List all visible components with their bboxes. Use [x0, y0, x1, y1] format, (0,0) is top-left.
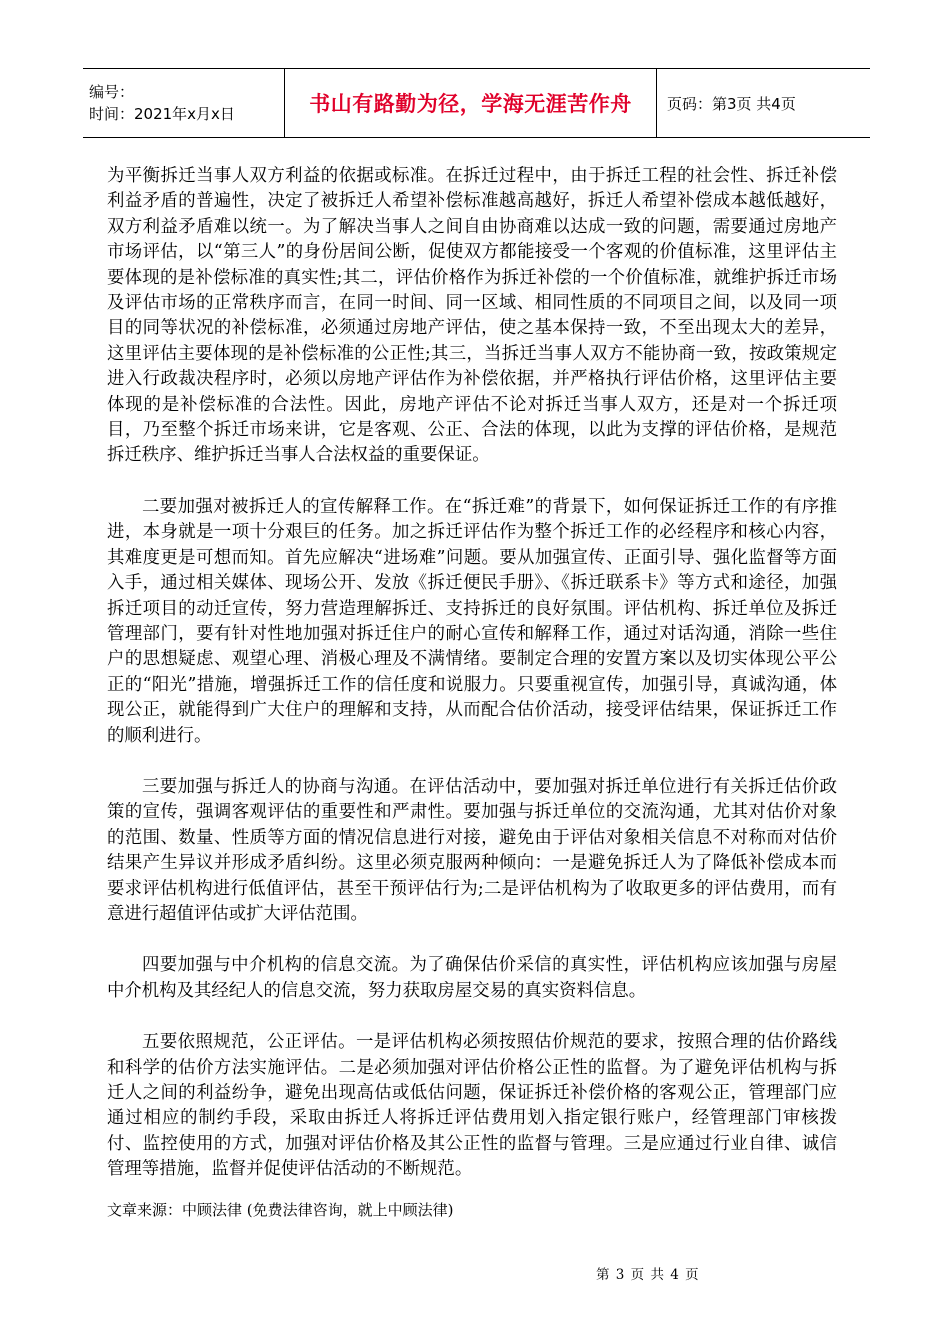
- header-page-cell: [657, 69, 870, 137]
- paragraph-5: 五要依照规范，公正评估。一是评估机构必须按照估价规范的要求，按照合理的估价路线和科学的估价方法实施评估。二是必须加强对评估价格公正性的监督。为了避免评估机构与拆迁人之间的利益纷争，避免出现高估或低估问题，保证拆迁补偿价格的客观公正，管理部门应通过相应的制约手段，采取由拆迁人将拆迁评估费用划入指定银行账户，经管理部门审核拨付、监控使用的方式，加强对评估价格及其公正性的监督与管理。三是应通过行业自律、诚信管理等措施，监督并促使评估活动的不断规范。: [107, 1032, 837, 1180]
- header-motto: 书山有路勤为径，学海无涯苦作舟: [309, 92, 632, 116]
- document-time-label: 时间：2021年x月x日: [89, 105, 235, 123]
- page-footer: 第 3 页 共 4 页: [596, 1267, 700, 1283]
- header-meta: [83, 69, 284, 137]
- header-motto-cell: [284, 69, 657, 137]
- document-number-label: 编号：: [89, 83, 135, 101]
- page-header: [83, 68, 870, 138]
- paragraph-3: 三要加强与拆迁人的协商与沟通。在评估活动中，要加强对拆迁单位进行有关拆迁估价政策的宣传，强调客观评估的重要性和严肃性。要加强与拆迁单位的交流沟通，尤其对估价对象的范围、数量、性质等方面的情况信息进行对接，避免由于评估对象相关信息不对称而对估价结果产生异议并形成矛盾纠纷。这里必须克服两种倾向：一是避免拆迁人为了降低补偿成本而要求评估机构进行低值评估，甚至干预评估行为;二是评估机构为了收取更多的评估费用，而有意进行超值评估或扩大评估范围。: [107, 776, 837, 924]
- document-body: [107, 164, 837, 1209]
- header-page-label: 页码：第3页 共4页: [667, 94, 796, 113]
- paragraph-1: 为平衡拆迁当事人双方利益的依据或标准。在拆迁过程中，由于拆迁工程的社会性、拆迁补偿利益矛盾的普遍性，决定了被拆迁人希望补偿标准越高越好，拆迁人希望补偿成本越低越好，双方利益矛盾难以统一。为了解决当事人之间自由协商难以达成一致的问题，需要通过房地产市场评估，以“第三人”的身份居间公断，促使双方都能接受一个客观的价值标准，这里评估主要体现的是补偿标准的真实性;其二，评估价格作为拆迁补偿的一个价值标准，就维护拆迁市场及评估市场的正常秩序而言，在同一时间、同一区域、相同性质的不同项目之间，以及同一项目的同等状况的补偿标准，必须通过房地产评估，使之基本保持一致，不至出现太大的差异，这里评估主要体现的是补偿标准的公正性;其三，当拆迁当事人双方不能协商一致，按政策规定进入行政裁决程序时，必须以房地产评估作为补偿依据，并严格执行评估价格，这里评估主要体现的是补偿标准的合法性。因此，房地产评估不论对拆迁当事人双方，还是对一个拆迁项目，乃至整个拆迁市场来讲，它是客观、公正、合法的体现，以此为支撑的评估价格，是规范拆迁秩序、维护拆迁当事人合法权益的重要保证。: [107, 166, 837, 466]
- paragraph-4: 四要加强与中介机构的信息交流。为了确保估价采信的真实性，评估机构应该加强与房屋中介机构及其经纪人的信息交流，努力获取房屋交易的真实资料信息。: [107, 955, 837, 1001]
- article-source: 文章来源：中顾法律 (免费法律咨询，就上中顾法律): [107, 1201, 454, 1219]
- paragraph-2: 二要加强对被拆迁人的宣传解释工作。在“拆迁难”的背景下，如何保证拆迁工作的有序推进，本身就是一项十分艰巨的任务。加之拆迁评估作为整个拆迁工作的必经程序和核心内容，其难度更是可想而知。首先应解决“进场难”问题。要从加强宣传、正面引导、强化监督等方面入手，通过相关媒体、现场公开、发放《拆迁便民手册》、《拆迁联系卡》等方式和途径，加强拆迁项目的动迁宣传，努力营造理解拆迁、支持拆迁的良好氛围。评估机构、拆迁单位及拆迁管理部门，要有针对性地加强对拆迁住户的耐心宣传和解释工作，通过对话沟通，消除一些住户的思想疑虑、观望心理、消极心理及不满情绪。要制定合理的安置方案以及切实体现公平公正的“阳光”措施，增强拆迁工作的信任度和说服力。只要重视宣传，加强引导，真诚沟通，体现公正，就能得到广大住户的理解和支持，从而配合估价活动，接受评估结果，保证拆迁工作的顺利进行。: [107, 496, 837, 746]
